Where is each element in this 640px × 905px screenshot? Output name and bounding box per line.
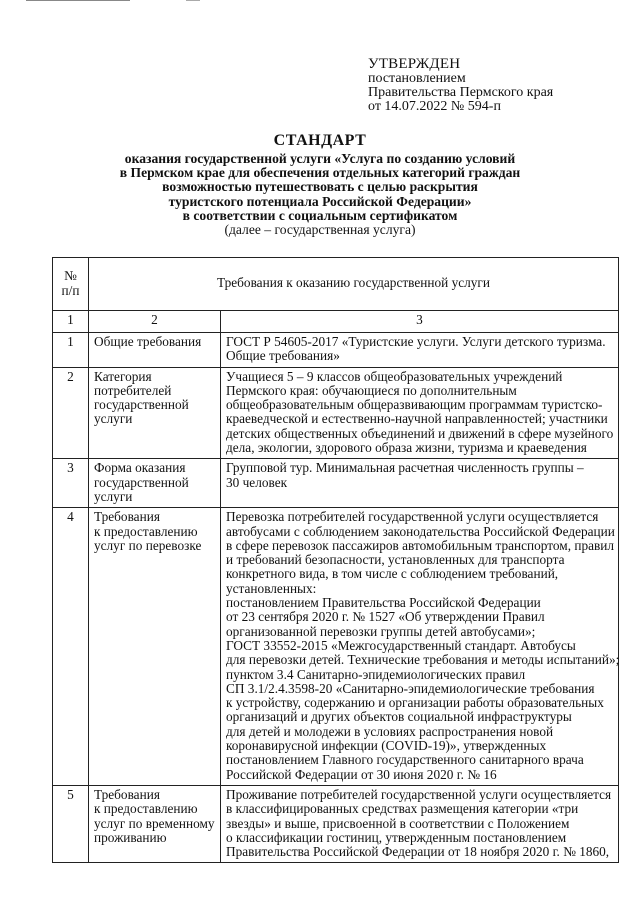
row-number-cell: 3 [53, 459, 89, 508]
scan-edge-line [26, 0, 130, 1]
index-cell: 3 [221, 311, 619, 333]
row-content-cell [221, 508, 619, 786]
row-number-cell: 2 [53, 367, 89, 459]
index-cell: 2 [89, 311, 221, 333]
row-name-line: Форма оказания [94, 460, 186, 476]
table-row [53, 785, 619, 862]
row-name-line: к предоставлению [94, 523, 198, 539]
row-content-cell [221, 333, 619, 368]
row-name-line: услуг по временному [94, 815, 215, 831]
scan-edge-mark [186, 0, 200, 1]
row-content-line: дела, экологии, здорового образа жизни, туризма и краеведения [226, 440, 587, 456]
row-name-cell [89, 459, 221, 508]
subtitle-line: в соответствии с социальным сертификатом [182, 207, 458, 223]
row-content-line: для детей и молодежи в условиях распространения новой [226, 723, 554, 739]
row-content-line: коронавирусной инфекции (COVID-19)», утвержденных [226, 738, 547, 754]
approval-block [368, 57, 618, 114]
subtitle-line: в Пермском крае для обеспечения отдельных категорий граждан [119, 165, 521, 181]
row-name-line: проживанию [94, 829, 167, 845]
row-content-line: к устройству, содержанию и организации работы образовательных [226, 695, 604, 711]
row-name-cell [89, 508, 221, 786]
row-content-line: и требований безопасности, установленных для транспорта [226, 552, 565, 568]
row-content-line: Российской Федерации от 30 июня 2020 г. № 16 [226, 766, 497, 782]
table-row [53, 508, 619, 786]
row-name-line: потребителей [94, 382, 172, 398]
row-content-line: Общие требования» [226, 348, 340, 364]
row-content-line: автобусами с соблюдением законодательства Российской Федерации [226, 523, 615, 539]
table-row [53, 367, 619, 459]
standard-table [52, 257, 619, 863]
row-content-line: в классифицированных средствах размещения категории «три [226, 801, 579, 817]
subtitle-line: оказания государственной услуги «Услуга по созданию условий [124, 151, 516, 166]
row-content-line: СП 3.1/2.4.3598-20 «Санитарно-эпидемиологические требования [226, 680, 595, 696]
index-cell: 1 [53, 311, 89, 333]
row-content-line: краеведческой и естественно-научной направленностей; участники [226, 411, 608, 427]
row-number-cell: 5 [53, 785, 89, 862]
subtitle-note: (далее – государственная услуга) [224, 222, 416, 238]
row-content-line: Правительства Российской Федерации от 18 ноября 2020 г. № 1860, [226, 844, 610, 860]
table-index-row [53, 311, 619, 333]
row-content-line: 30 человек [226, 474, 288, 490]
row-name-line: государственной [94, 474, 189, 490]
row-content-line: от 23 сентября 2020 г. № 1527 «Об утверждении Правил [226, 609, 545, 625]
row-content-cell [221, 459, 619, 508]
row-content-line: Учащиеся 5 – 9 классов общеобразовательных учреждений [226, 368, 563, 384]
row-content-line: пунктом 3.4 Санитарно-эпидемиологических правил [226, 666, 526, 682]
row-name-line: Требования [94, 509, 160, 525]
row-name-line: Общие требования [94, 334, 202, 349]
row-content-line: Групповой тур. Минимальная расчетная численность группы – [226, 460, 584, 476]
table-row [53, 333, 619, 368]
row-name-cell [89, 785, 221, 862]
header-requirements-cell: Требования к оказанию государственной услуги [89, 258, 619, 311]
table-header-row [53, 258, 619, 311]
subtitle-line: возможностью путешествовать с целью раскрытия [162, 179, 478, 195]
approval-line: постановлением [368, 71, 466, 86]
row-content-line: для перевозки детей. Технические требования и методы испытаний»; [226, 652, 620, 668]
row-name-line: к предоставлению [94, 801, 198, 817]
row-content-line: постановлением Главного государственного санитарного врача [226, 752, 584, 768]
header-num-cell [53, 258, 89, 311]
row-name-line: государственной [94, 397, 189, 413]
row-name-line: услуги [94, 411, 133, 427]
row-name-line: услуг по перевозке [94, 537, 202, 553]
document-subtitle [60, 152, 580, 237]
row-content-line: Проживание потребителей государственной услуги осуществляется [226, 786, 612, 802]
row-content-line: ГОСТ Р 54605-2017 «Туристские услуги. Услуги детского туризма. [226, 334, 606, 349]
subtitle-line: туристского потенциала Российской Федерации» [168, 193, 472, 209]
approval-line: Правительства Пермского края [368, 85, 554, 100]
row-content-cell [221, 785, 619, 862]
row-number-cell: 4 [53, 508, 89, 786]
row-content-cell [221, 367, 619, 459]
row-content-line: общеобразовательным общеразвивающим программам туристско- [226, 397, 603, 413]
row-content-line: детских общественных объединений и движений в сфере музейного [226, 425, 614, 441]
row-content-line: организаций и других объектов социальной инфраструктуры [226, 709, 572, 725]
row-content-line: Перевозка потребителей государственной услуги осуществляется [226, 509, 599, 525]
document-title: СТАНДАРТ [273, 132, 367, 149]
row-content-line: Пермского края: обучающиеся по дополнительным [226, 382, 517, 398]
row-content-line: ГОСТ 33552-2015 «Межгосударственный стандарт. Автобусы [226, 637, 576, 653]
approval-line: от 14.07.2022 № 594-п [368, 99, 501, 114]
row-content-line: в сфере перевозок пассажиров автомобильным транспортом, правил [226, 537, 615, 553]
row-number-cell: 1 [53, 333, 89, 368]
row-content-line: организованной перевозки группы детей автобусами»; [226, 623, 536, 639]
row-name-cell [89, 333, 221, 368]
header-num-line: п/п [61, 282, 80, 298]
row-name-line: услуги [94, 488, 133, 504]
row-name-line: Требования [94, 786, 160, 802]
row-content-line: конкретного вида, в том числе с соблюдением требований, [226, 566, 559, 582]
row-content-line: звезды» и выше, присвоенной в соответствии с Положением [226, 815, 570, 831]
approval-heading: УТВЕРЖДЕН [368, 56, 461, 72]
row-name-line: Категория [94, 368, 152, 384]
header-num-line: № [64, 268, 77, 284]
row-content-line: о классификации гостиниц, утвержденным постановлением [226, 829, 567, 845]
row-content-line: установленных: [226, 580, 317, 596]
row-name-cell [89, 367, 221, 459]
row-content-line: постановлением Правительства Российской Федерации [226, 595, 541, 611]
table-row [53, 459, 619, 508]
